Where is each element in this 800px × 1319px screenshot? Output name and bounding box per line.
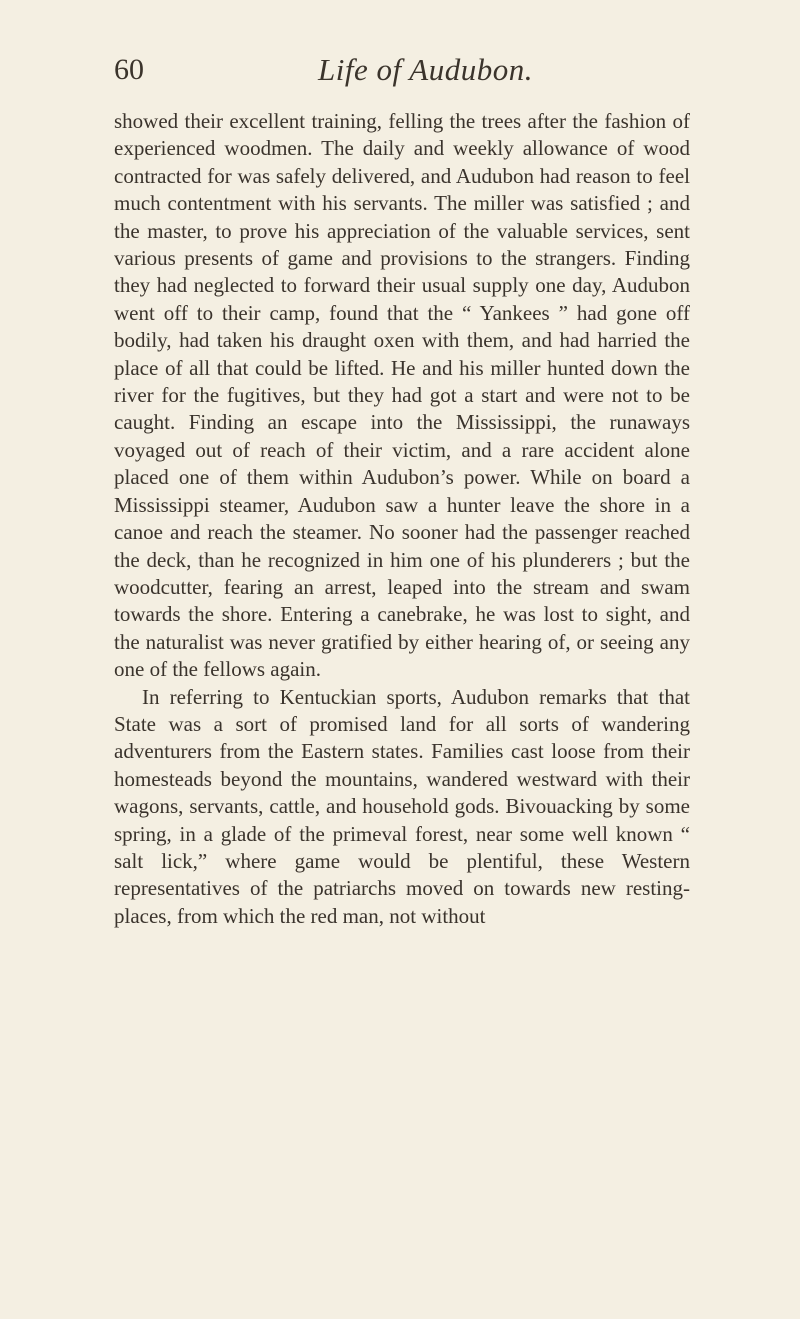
paragraph-1: showed their excellent training, felling the trees after the fashion of experienced woodmen. The daily and weekly allowance of wood contracted for was safely delivered, and Audubon had reason to feel much contentment with his servants. The miller was satisfied ; and the master, to prove his appreciation of the valuable services, sent various presents of game and provisions to the strangers. Finding they had neglected to forward their usual supply one day, Audubon went off to their camp, found that the “ Yankees ” had gone off bodily, had taken his draught oxen with them, and had harried the place of all that could be lifted. He and his miller hunted down the river for the fugitives, but they had got a start and were not to be caught. Finding an escape into the Mississippi, the runaways voyaged out of reach of their victim, and a rare accident alone placed one of them within Audubon’s power. While on board a Mississippi steamer, Audubon saw a hunter leave the shore in a canoe and reach the steamer. No sooner had the passenger reached the deck, than he recognized in him one of his plunderers ; but the woodcutter, fearing an arrest, leaped into the stream and swam towards the shore. Entering a canebrake, he was lost to sight, and the naturalist was never gratified by either hearing of, or seeing any one of the fellows again. <box>114 109 690 682</box>
running-title: Life of Audubon. <box>318 52 533 87</box>
page-number: 60 <box>114 53 144 86</box>
running-head <box>0 52 800 92</box>
body-text <box>114 108 690 930</box>
paragraph-2: In referring to Kentuckian sports, Audubon remarks that that State was a sort of promised land for all sorts of wandering adventurers from the Eastern states. Families cast loose from their homesteads beyond the mountains, wandered westward with their wagons, servants, cattle, and household gods. Bivouacking by some spring, in a glade of the primeval forest, near some well known “ salt lick,” where game would be plentiful, these Western representatives of the patriarchs moved on towards new resting-places, from which the red man, not without <box>114 684 690 928</box>
